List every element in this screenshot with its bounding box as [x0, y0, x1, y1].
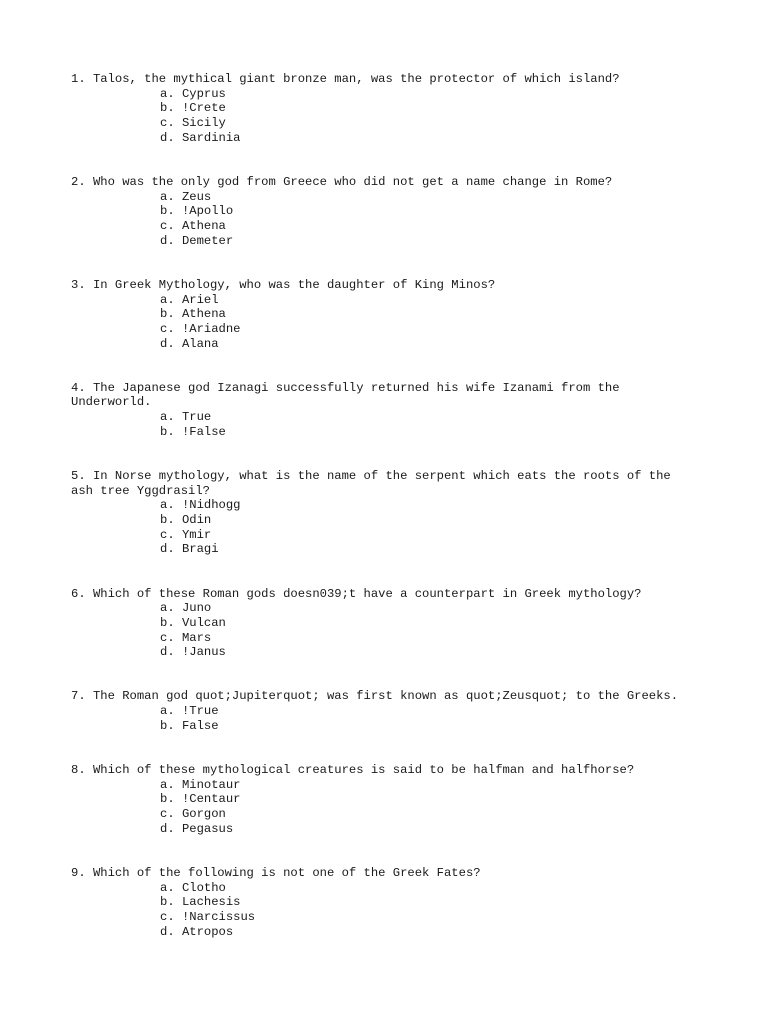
answer-options: [71, 498, 711, 557]
answer-option: a. True: [160, 410, 212, 425]
answer-option: d. Pegasus: [160, 821, 234, 836]
question-block: [71, 587, 711, 661]
question-text: 5. In Norse mythology, what is the name of the serpent which eats the roots of the ash tree Yggdrasil?: [71, 468, 671, 498]
answer-options: [71, 778, 711, 837]
answer-option: c. Mars: [160, 630, 212, 645]
question-block: [71, 278, 711, 352]
answer-option: b. Lachesis: [160, 895, 241, 910]
question-block: [71, 763, 711, 837]
question-block: [71, 866, 711, 940]
answer-options: [71, 410, 711, 439]
answer-option: a. Cyprus: [160, 86, 226, 101]
question-block: [71, 381, 711, 440]
question-text: 9. Which of the following is not one of the Greek Fates?: [71, 865, 481, 880]
question-text: 6. Which of these Roman gods doesn039;t have a counterpart in Greek mythology?: [71, 586, 642, 601]
answer-options: [71, 704, 711, 733]
answer-option: c. Gorgon: [160, 807, 226, 822]
answer-options: [71, 190, 711, 249]
answer-option: c. !Ariadne: [160, 321, 241, 336]
answer-option: b. False: [160, 718, 219, 733]
answer-option: b. !Centaur: [160, 792, 241, 807]
answer-option: b. !Crete: [160, 101, 226, 116]
answer-options: [71, 601, 711, 660]
question-text: 7. The Roman god quot;Jupiterquot; was first known as quot;Zeusquot; to the Greeks.: [71, 689, 679, 704]
answer-option: d. Sardinia: [160, 130, 241, 145]
answer-option: b. Vulcan: [160, 615, 226, 630]
answer-options: [71, 881, 711, 940]
answer-option: b. !Apollo: [160, 204, 234, 219]
answer-option: d. Atropos: [160, 924, 234, 939]
answer-option: a. Zeus: [160, 189, 212, 204]
question-text: 8. Which of these mythological creatures is said to be halfman and halfhorse?: [71, 762, 635, 777]
answer-options: [71, 293, 711, 352]
quiz-document: [71, 72, 711, 969]
question-block: [71, 72, 711, 146]
question-text: 2. Who was the only god from Greece who did not get a name change in Rome?: [71, 174, 613, 189]
question-text: 4. The Japanese god Izanagi successfully returned his wife Izanami from the Underworld.: [71, 380, 620, 410]
answer-option: d. Demeter: [160, 233, 234, 248]
answer-option: d. Alana: [160, 336, 219, 351]
answer-option: a. Clotho: [160, 880, 226, 895]
answer-option: c. !Narcissus: [160, 909, 256, 924]
answer-option: b. !False: [160, 424, 226, 439]
answer-option: d. !Janus: [160, 645, 226, 660]
answer-option: c. Sicily: [160, 116, 226, 131]
answer-option: b. Odin: [160, 513, 212, 528]
question-block: [71, 175, 711, 249]
answer-options: [71, 87, 711, 146]
answer-option: d. Bragi: [160, 542, 219, 557]
answer-option: b. Athena: [160, 307, 226, 322]
answer-option: a. Ariel: [160, 292, 219, 307]
answer-option: a. !Nidhogg: [160, 498, 241, 513]
question-text: 1. Talos, the mythical giant bronze man, was the protector of which island?: [71, 72, 620, 86]
answer-option: a. Juno: [160, 601, 212, 616]
question-block: [71, 469, 711, 557]
answer-option: a. Minotaur: [160, 777, 241, 792]
answer-option: c. Athena: [160, 219, 226, 234]
question-text: 3. In Greek Mythology, who was the daughter of King Minos?: [71, 277, 496, 292]
question-block: [71, 689, 711, 733]
answer-option: a. !True: [160, 704, 219, 719]
answer-option: c. Ymir: [160, 527, 212, 542]
